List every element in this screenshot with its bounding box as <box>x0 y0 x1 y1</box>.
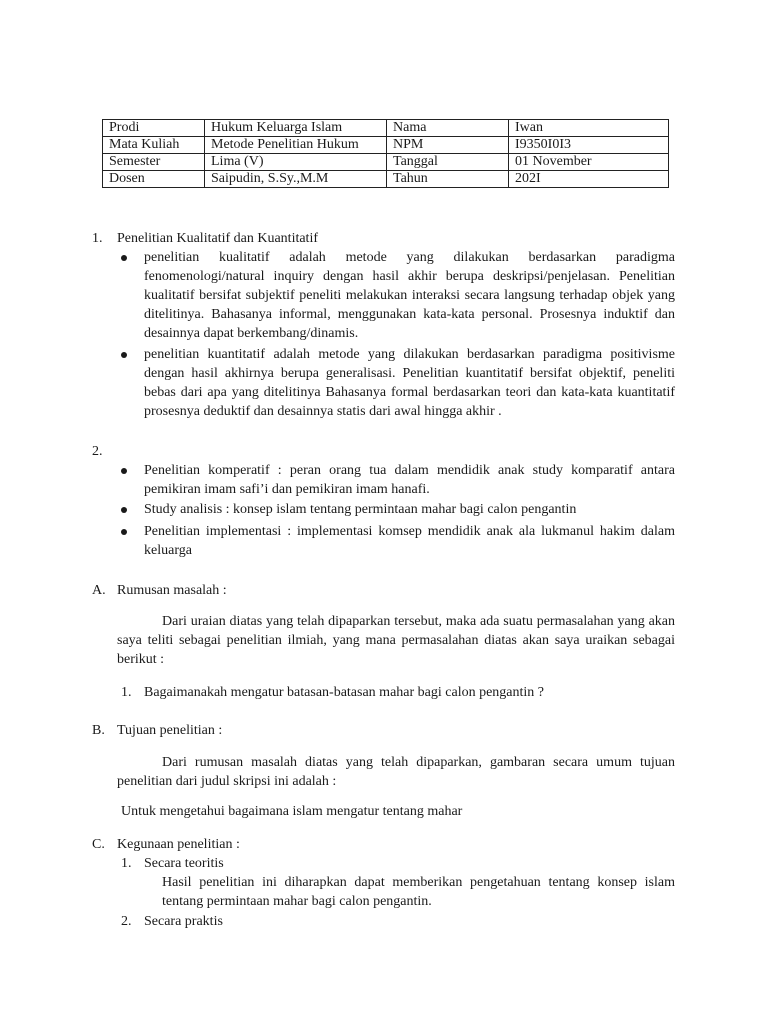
bullet-icon <box>121 468 127 474</box>
info-table <box>102 119 669 188</box>
info-table-cell-value: Saipudin, S.Sy.,M.M <box>205 171 387 188</box>
info-table-cell-value: I9350I0I3 <box>509 137 669 154</box>
section-b-statement: Untuk mengetahui bagaimana islam mengatur tentang mahar <box>121 804 463 819</box>
info-table-cell-label: Semester <box>103 154 205 171</box>
section-c-item-2-title: Secara praktis <box>144 914 223 929</box>
section-c-item-2-number: 2. <box>121 914 132 929</box>
section-c-item-1-text: Hasil penelitian ini diharapkan dapat memberikan pengetahuan tentang konsep islam tentang permintaan mahar bagi calon pengantin. <box>162 875 675 909</box>
section-1-bullet-1: penelitian kualitatif adalah metode yang dilakukan berdasarkan paradigma fenomenologi/natural inquiry dengan hasil akhir berupa deskripsi/penjelasan. Penelitian kualitatif bersifat subjektif peneliti melakukan interaksi secara langsung terhadap objek yang ditelitinya. Bahasanya informal, menggunakan kata-kata personal. Prosesnya induktif dan desainnya dapat berkembang/dinamis. <box>144 250 675 341</box>
info-table-row <box>103 154 669 171</box>
bullet-icon <box>121 352 127 358</box>
section-2-number: 2. <box>92 444 103 459</box>
section-b-letter: B. <box>92 723 105 738</box>
info-table-cell-label: Tahun <box>387 171 509 188</box>
info-table-row <box>103 171 669 188</box>
info-table-cell-value: Hukum Keluarga Islam <box>205 120 387 137</box>
section-1-title: Penelitian Kualitatif dan Kuantitatif <box>117 231 318 246</box>
info-table-cell-value: Metode Penelitian Hukum <box>205 137 387 154</box>
section-c-item-1-number: 1. <box>121 856 132 871</box>
info-table-cell-value: Lima (V) <box>205 154 387 171</box>
section-2-bullet-3: Penelitian implementasi : implementasi komsep mendidik anak ala lukmanul hakim dalam keluarga <box>144 524 675 558</box>
section-a-title: Rumusan masalah : <box>117 583 227 598</box>
section-c-title: Kegunaan penelitian : <box>117 837 240 852</box>
info-table-cell-label: Tanggal <box>387 154 509 171</box>
section-a-item-1-number: 1. <box>121 685 132 700</box>
info-table-cell-label: Mata Kuliah <box>103 137 205 154</box>
bullet-icon <box>121 507 127 513</box>
section-b-paragraph: Dari rumusan masalah diatas yang telah dipaparkan, gambaran secara umum tujuan penelitian dari judul skripsi ini adalah : <box>117 755 675 789</box>
section-a-item-1: Bagaimanakah mengatur batasan-batasan mahar bagi calon pengantin ? <box>144 685 544 700</box>
section-a-paragraph: Dari uraian diatas yang telah dipaparkan tersebut, maka ada suatu permasalahan yang akan saya teliti sebagai penelitian ilmiah, yang mana permasalahan diatas akan saya uraikan sebagai berikut : <box>117 614 675 667</box>
info-table-cell-label: Dosen <box>103 171 205 188</box>
info-table-cell-label: Prodi <box>103 120 205 137</box>
info-table-cell-value: 202I <box>509 171 669 188</box>
section-c-item-1-title: Secara teoritis <box>144 856 224 871</box>
info-table-cell-value: 01 November <box>509 154 669 171</box>
info-table-cell-label: Nama <box>387 120 509 137</box>
section-a-letter: A. <box>92 583 106 598</box>
info-table-row <box>103 137 669 154</box>
info-table-row <box>103 120 669 137</box>
bullet-icon <box>121 255 127 261</box>
info-table-cell-label: NPM <box>387 137 509 154</box>
section-2-bullet-2: Study analisis : konsep islam tentang permintaan mahar bagi calon pengantin <box>144 502 577 517</box>
section-2-bullet-1: Penelitian komperatif : peran orang tua dalam mendidik anak study komparatif antara pemikiran imam safi’i dan pemikiran imam hanafi. <box>144 463 675 497</box>
info-table-cell-value: Iwan <box>509 120 669 137</box>
section-1-bullet-2: penelitian kuantitatif adalah metode yang dilakukan berdasarkan paradigma positivisme dengan hasil akhirnya berupa generalisasi. Penelitian kuantitatif bersifat objektif, peneliti bebas dari apa yang ditelitinya Bahasanya formal berdasarkan teori dan kata-kata kuantitatif prosesnya deduktif dan desainnya statis dari awal hingga akhir . <box>144 347 675 419</box>
section-c-letter: C. <box>92 837 105 852</box>
section-b-title: Tujuan penelitian : <box>117 723 223 738</box>
section-1-number: 1. <box>92 231 103 246</box>
bullet-icon <box>121 529 127 535</box>
